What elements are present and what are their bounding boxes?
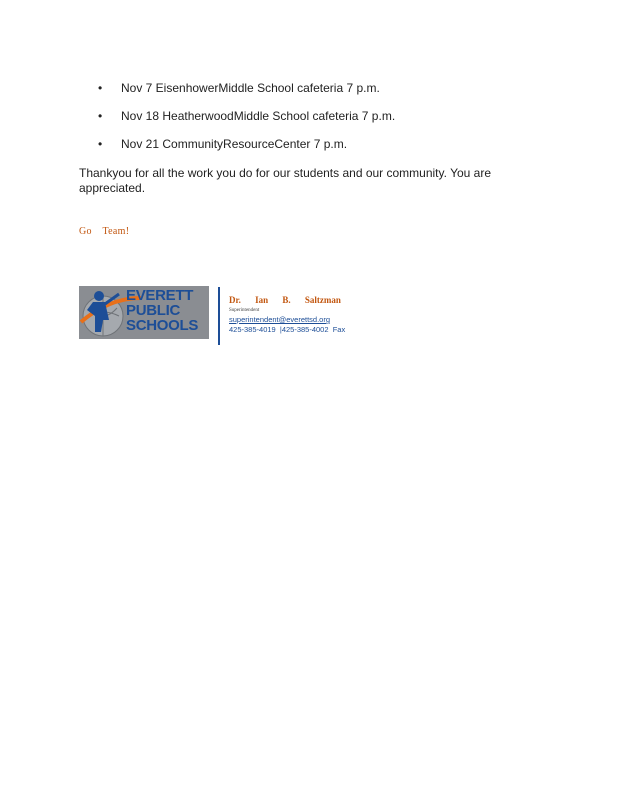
signature-divider [218, 287, 220, 345]
thank-you-paragraph: Thankyou for all the work you do for our students and our community. You are appreciated. [79, 166, 492, 195]
signature-name: Dr. Ian B. Saltzman [229, 295, 341, 305]
meeting-text: Nov 21 CommunityResourceCenter 7 p.m. [121, 137, 348, 151]
signature-title: Superintendent [229, 308, 260, 313]
meeting-text: Nov 18 HeatherwoodMiddle School cafeteria 7 p.m. [121, 109, 396, 123]
bullet-icon: • [98, 81, 103, 95]
school-district-logo [79, 286, 209, 339]
meeting-text: Nov 7 EisenhowerMiddle School cafeteria 7 p.m. [121, 81, 380, 95]
closing-line: Go Team! [79, 226, 130, 237]
logo-wordmark [126, 288, 198, 333]
bullet-icon: • [98, 137, 103, 151]
signature-email-link[interactable]: superintendent@everettsd.org [229, 315, 331, 324]
logo-line-3: SCHOOLS [126, 317, 199, 334]
signature-phone: 425-385-4019 |425-385-4002 Fax [229, 325, 346, 334]
logo-line-2: PUBLIC [126, 302, 181, 319]
logo-line-1: EVERETT [126, 287, 194, 304]
bullet-icon: • [98, 109, 103, 123]
